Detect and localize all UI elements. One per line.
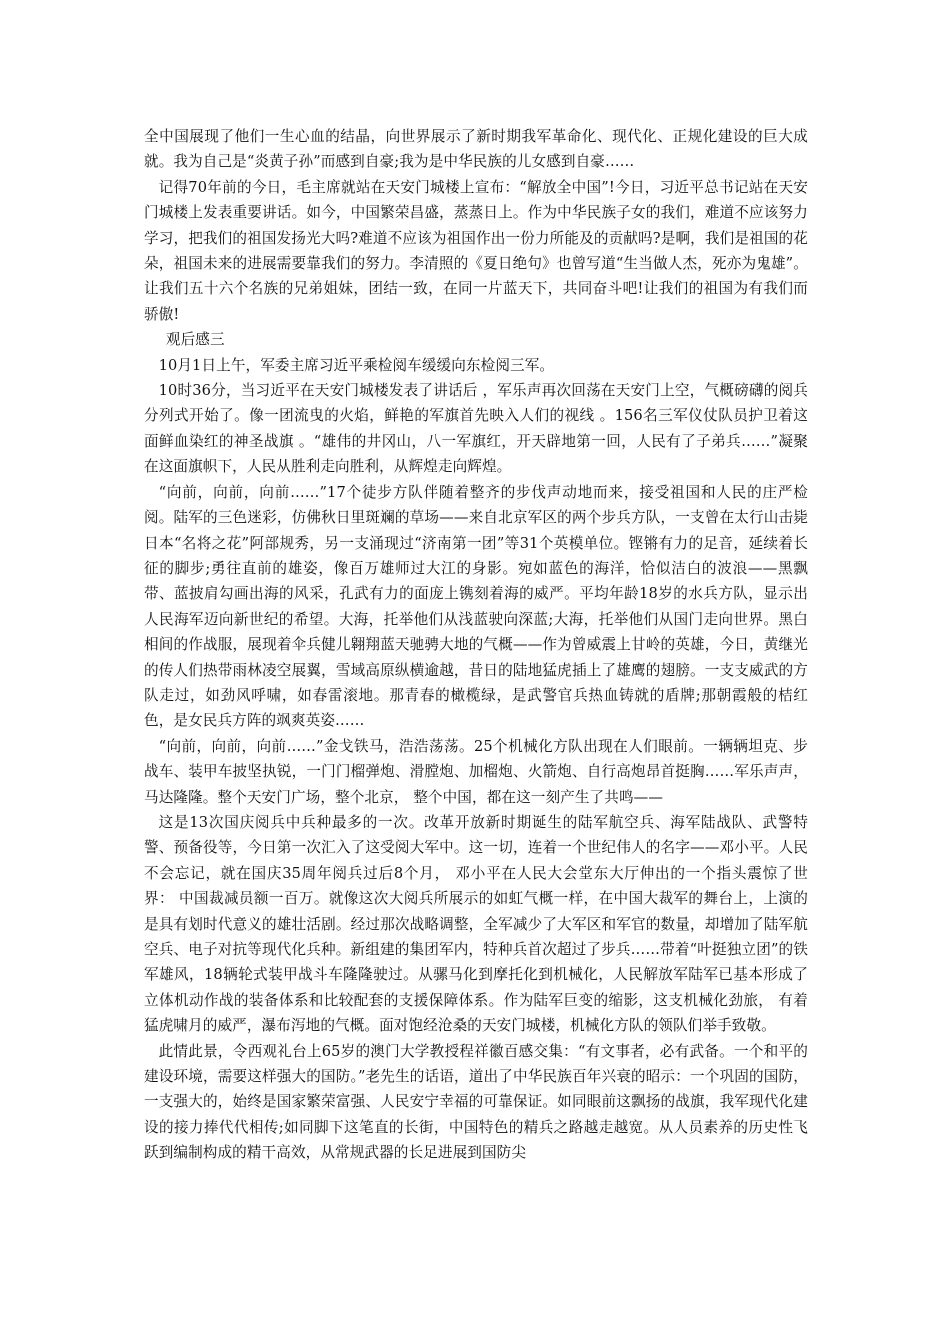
- paragraph-4: 10月1日上午，军委主席习近平乘检阅车缓缓向东检阅三军。: [158, 356, 555, 374]
- paragraph-5: 10时36分，当习近平在天安门城楼发表了讲话后 ，军乐声再次回荡在天安门上空，气概磅礴的阅兵分列式开始了。像一团流曳的火焰，鲜艳的军旗首先映入人们的视线 。156名三军仪仗队员护卫着这面鲜血染红的神圣战旗 。“雄伟的井冈山，八一军旗红，开天辟地第一回，人民有了子弟兵……”凝聚在这面旗帜下，人民从胜利走向胜利，从辉煌走向辉煌。: [144, 382, 808, 476]
- paragraph-6: “向前，向前，向前……”17个徒步方队伴随着整齐的步伐声动地而来，接受祖国和人民的庄严检阅。陆军的三色迷彩，仿佛秋日里斑斓的草场——来自北京军区的两个步兵方队，一支曾在太行山击毙日本“名将之花”阿部规秀，另一支涌现过“济南第一团”等31个英模单位。铿锵有力的足音，延续着长征的脚步;勇往直前的雄姿，像百万雄师过大江的身影。宛如蓝色的海洋，恰似洁白的波浪——黑飘带、蓝披肩勾画出海的风采，孔武有力的面庞上镌刻着海的威严。平均年龄18岁的水兵方队，显示出人民海军迈向新世纪的希望。大海，托举他们从浅蓝驶向深蓝;大海，托举他们从国门走向世界。黑白相间的作战服，展现着伞兵健儿翱翔蓝天驰骋大地的气概——作为曾威震上甘岭的英雄，今日，黄继光的传人们热带雨林凌空展翼，雪域高原纵横逾越，昔日的陆地猛虎插上了雄鹰的翅膀。一支支威武的方队走过，如劲风呼啸，如春雷滚地。那青春的橄榄绿，是武警官兵热血铸就的盾牌;那朝霞般的桔红色，是女民兵方阵的飒爽英姿……: [144, 483, 808, 730]
- section-heading: 观后感三: [165, 331, 225, 349]
- paragraph-2: 记得70年前的今日，毛主席就站在天安门城楼上宣布：“解放全中国”!今日，习近平总书记站在天安门城楼上发表重要讲话。如今，中国繁荣昌盛，蒸蒸日上。作为中华民族子女的我们，难道不应该努力学习，把我们的祖国发扬光大吗?难道不应该为祖国作出一份力所能及的贡献吗?是啊，我们是祖国的花朵，祖国未来的进展需要靠我们的努力。李清照的《夏日绝句》也曾写道“生当做人杰，死亦为鬼雄”。让我们五十六个名族的兄弟姐妹，团结一致，在同一片蓝天下，共同奋斗吧!让我们的祖国为有我们而骄傲!: [144, 178, 808, 323]
- paragraph-7: “向前，向前，向前……”金戈铁马，浩浩荡荡。25个机械化方队出现在人们眼前。一辆辆坦克、步战车、装甲车披坚执锐，一门门榴弹炮、滑膛炮、加榴炮、火箭炮、自行高炮昂首挺胸……军乐声声，马达隆隆。整个天安门广场，整个北京， 整个中国，都在这一刻产生了共鸣——: [144, 737, 808, 806]
- paragraph-9: 此情此景，令西观礼台上65岁的澳门大学教授程祥徽百感交集：“有文事者，必有武备。一个和平的建设环境，需要这样强大的国防。”老先生的话语，道出了中华民族百年兴衰的昭示：一个巩固的国防，一支强大的，始终是国家繁荣富强、人民安宁幸福的可靠保证。如同眼前这飘扬的战旗，我军现代化建设的接力捧代代相传;如同脚下这笔直的长街，中国特色的精兵之路越走越宽。从人员素养的历史性飞跃到编制构成的精干高效，从常规武器的长足进展到国防尖: [144, 1042, 808, 1162]
- paragraph-1: 全中国展现了他们一生心血的结晶，向世界展示了新时期我军革命化、现代化、正规化建设的巨大成就。我为自己是“炎黄子孙”而感到自豪;我为是中华民族的儿女感到自豪……: [144, 128, 808, 171]
- document-page: [144, 124, 808, 1166]
- paragraph-8: 这是13次国庆阅兵中兵种最多的一次。改革开放新时期诞生的陆军航空兵、海军陆战队、武警特警、预备役等，今日第一次汇入了这受阅大军中。这一切，连着一个世纪伟人的名字——邓小平。人民不会忘记，就在国庆35周年阅兵过后8个月， 邓小平在人民大会堂东大厅伸出的一个指头震惊了世界： 中国裁减员额一百万。就像这次大阅兵所展示的如虹气概一样，在中国大裁军的舞台上，上演的是具有划时代意义的雄壮活剧。经过那次战略调整，全军减少了大军区和军官的数量，却增加了陆军航空兵、电子对抗等现代化兵种。新组建的集团军内，特种兵首次超过了步兵……带着“叶挺独立团”的铁军雄风，18辆轮式装甲战斗车隆隆驶过。从骡马化到摩托化到机械化，人民解放军陆军已基本形成了立体机动作战的装备体系和比较配套的支援保障体系。作为陆军巨变的缩影，这支机械化劲旅， 有着猛虎啸月的威严，瀑布泻地的气概。面对饱经沧桑的天安门城楼，机械化方队的领队们举手致敬。: [144, 813, 808, 1035]
